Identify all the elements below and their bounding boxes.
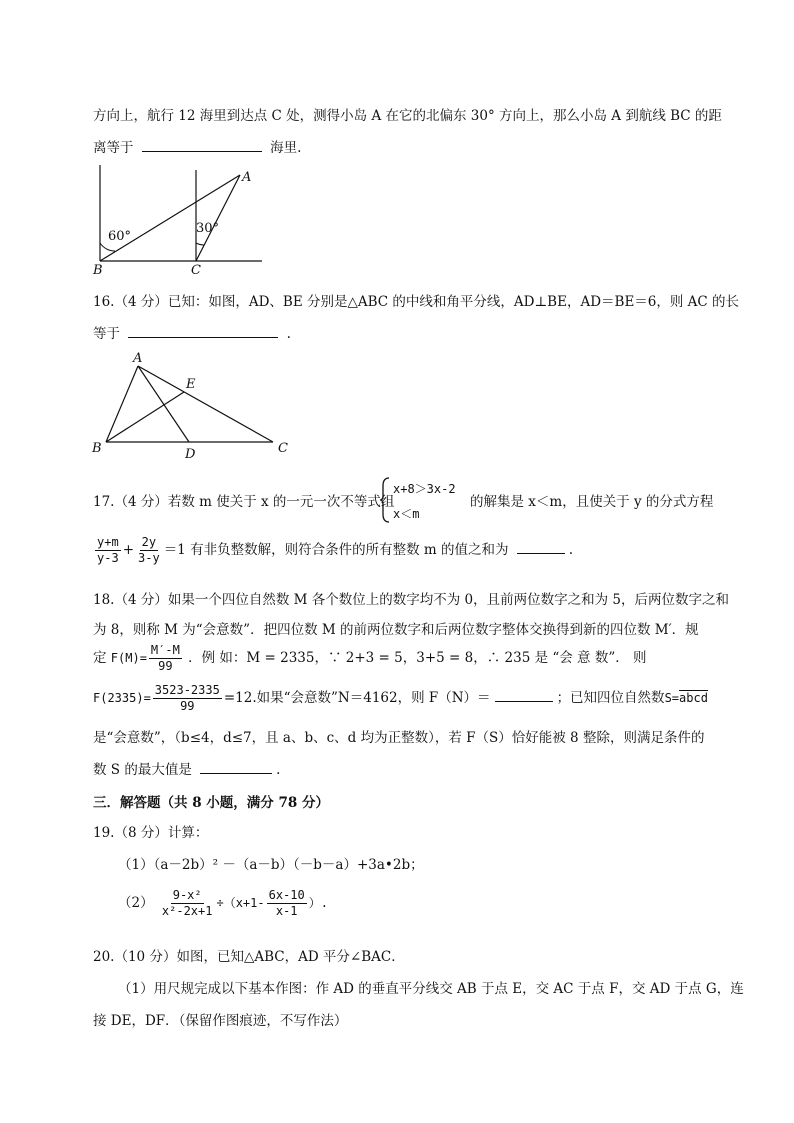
q18-fm-numerator: M′-M — [150, 643, 180, 657]
q17-text-line1-suffix: 的解集是 x＜m，且使关于 y 的分式方程 — [470, 494, 714, 510]
q16-side-ac — [138, 366, 273, 442]
q17-frac2-denominator: 3-y — [138, 551, 160, 565]
q17-inequality-2: x＜m — [393, 507, 420, 521]
q19-part2-denominator: x²-2x+1 — [161, 904, 213, 918]
q16-figure — [88, 348, 298, 463]
q17-line2-end: . — [568, 542, 574, 558]
q18-fm-denominator: 99 — [158, 659, 173, 673]
q19-part1: （1）（a－2b）² －（a－b）（－b－a）+3a•2b； — [118, 857, 424, 873]
q19-part2-inner-fraction — [267, 888, 307, 919]
q15-line-ba — [100, 175, 240, 261]
q17-brace — [379, 476, 391, 524]
q18-line6-prefix: 数 S 的最大值是 — [93, 762, 192, 778]
q15-arc-30 — [196, 243, 204, 245]
q15-figure — [90, 165, 270, 278]
q15-line2-suffix: 海里. — [270, 140, 302, 156]
q17-fraction-2 — [136, 535, 162, 566]
q19-part2-label: （2） — [118, 895, 154, 911]
q18-f2335-denominator: 99 — [180, 699, 195, 713]
q19-part2-inner-numerator: 6x-10 — [268, 888, 305, 902]
q15-label-60: 60° — [108, 229, 132, 244]
q16-text-line1: 16.（4 分）已知：如图，AD、BE 分别是△ABC 的中线和角平分线，AD⊥BE，AD＝BE＝6，则 AC 的长 — [93, 294, 740, 310]
q17-text-line1-prefix: 17.（4 分）若数 m 使关于 x 的一元一次不等式组 — [93, 494, 395, 510]
q15-text-line2 — [93, 136, 301, 156]
q15-label-30: 30° — [196, 221, 220, 236]
q15-arc-60 — [100, 243, 115, 251]
q17-frac1-numerator: y+m — [97, 535, 119, 549]
q18-text-line2: 为 8，则称 M 为“会意数”．把四位数 M 的前两位数字和后两位数字整体交换得到新的四位数 M′．规 — [93, 622, 699, 638]
q17-answer-blank[interactable] — [517, 540, 565, 554]
q19-part2-fraction — [160, 888, 215, 919]
q18-line3-example: ．例 如：M = 2335，∵ 2+3 = 5，3+5 = 8，∴ 235 是 “会 意 数”． 则 — [188, 650, 647, 666]
q18-text-line6 — [93, 758, 280, 778]
q18-f2335-numerator: 3523-2335 — [154, 683, 220, 697]
q20-title: 20.（10 分）如图，已知△ABC，AD 平分∠BAC． — [93, 949, 405, 965]
q17-inequality-1: x+8＞3x-2 — [393, 482, 456, 496]
q15-line2-prefix: 离等于 — [93, 140, 134, 156]
q17-plus: + — [122, 542, 134, 558]
q20-part1-line2: 接 DE，DF．（保留作图痕迹，不写作法） — [93, 1013, 348, 1029]
q17-frac2-numerator: 2y — [141, 535, 157, 549]
q18-line3-prefix: 定 — [93, 650, 107, 666]
q18-line6-end: . — [276, 762, 281, 778]
q18-fm-fraction — [149, 643, 182, 674]
q17-frac1-denominator: y-3 — [97, 551, 119, 565]
q18-line4-text2: ；已知四位自然数 — [556, 690, 665, 706]
q20-part1-line1: （1）用尺规完成以下基本作图：作 AD 的垂直平分线交 AB 于点 E，交 AC 于点 F，交 AD 于点 G，连 — [118, 981, 744, 997]
q16-label-d: D — [185, 447, 196, 462]
q16-median-ad — [138, 366, 189, 442]
section3-title: 三．解答题（共 8 小题，满分 78 分） — [93, 795, 329, 811]
q18-s-abcd: abcd — [679, 691, 708, 705]
q18-fm-label: F(M)= — [110, 651, 147, 665]
q16-line2-suffix: . — [286, 326, 291, 342]
q16-label-e: E — [186, 377, 196, 392]
q19-title: 19.（8 分）计算： — [93, 825, 209, 841]
q15-label-b: B — [93, 263, 103, 278]
q18-s-label: S= — [664, 691, 680, 705]
q17-line2-text: ＝1 有非负整数解，则符合条件的所有整数 m 的值之和为 — [163, 542, 509, 558]
q18-answer-blank-1[interactable] — [495, 688, 553, 702]
q16-line2-prefix: 等于 — [93, 326, 120, 342]
q19-part2-inner-denominator: x-1 — [275, 904, 298, 918]
q15-text-line1: 方向上，航行 12 海里到达点 C 处，测得小岛 A 在它的北偏东 30° 方向上，那么小岛 A 到航线 BC 的距 — [93, 108, 722, 124]
q18-f2335-label: F(2335)= — [93, 691, 151, 705]
q16-side-ab — [106, 366, 138, 442]
q16-answer-blank[interactable] — [128, 324, 278, 338]
q17-fraction-1 — [95, 535, 121, 566]
q15-label-a: A — [242, 170, 252, 185]
q16-label-a: A — [133, 351, 143, 366]
q15-label-c: C — [191, 263, 201, 278]
q18-text-line3 — [93, 643, 647, 674]
q16-label-c: C — [278, 441, 288, 456]
q18-answer-blank-2[interactable] — [200, 760, 272, 774]
q18-text-line4 — [93, 683, 708, 714]
q18-text-line5: 是“会意数”，（b≤4，d≤7，且 a、b、c、d 均为正整数），若 F（S）恰好能被 8 整除，则满足条件的 — [93, 730, 705, 746]
q19-part2-divide: ÷（x+1- — [216, 896, 265, 910]
q17-text-line2 — [93, 535, 573, 566]
q18-text-line1: 18.（4 分）如果一个四位自然数 M 各个数位上的数字均不为 0，且前两位数字之和为 5，后两位数字之和 — [93, 592, 730, 608]
q19-part2-end: ）. — [308, 896, 328, 910]
q16-text-line2 — [93, 322, 291, 342]
q19-part2-numerator: 9-x² — [172, 888, 202, 902]
q19-part2 — [118, 888, 328, 919]
q15-answer-blank[interactable] — [142, 138, 262, 152]
q18-f2335-fraction — [153, 683, 222, 714]
q18-line4-text: =12.如果“会意数”N＝4162，则 F（N）＝ — [223, 690, 491, 706]
q16-label-b: B — [92, 441, 102, 456]
